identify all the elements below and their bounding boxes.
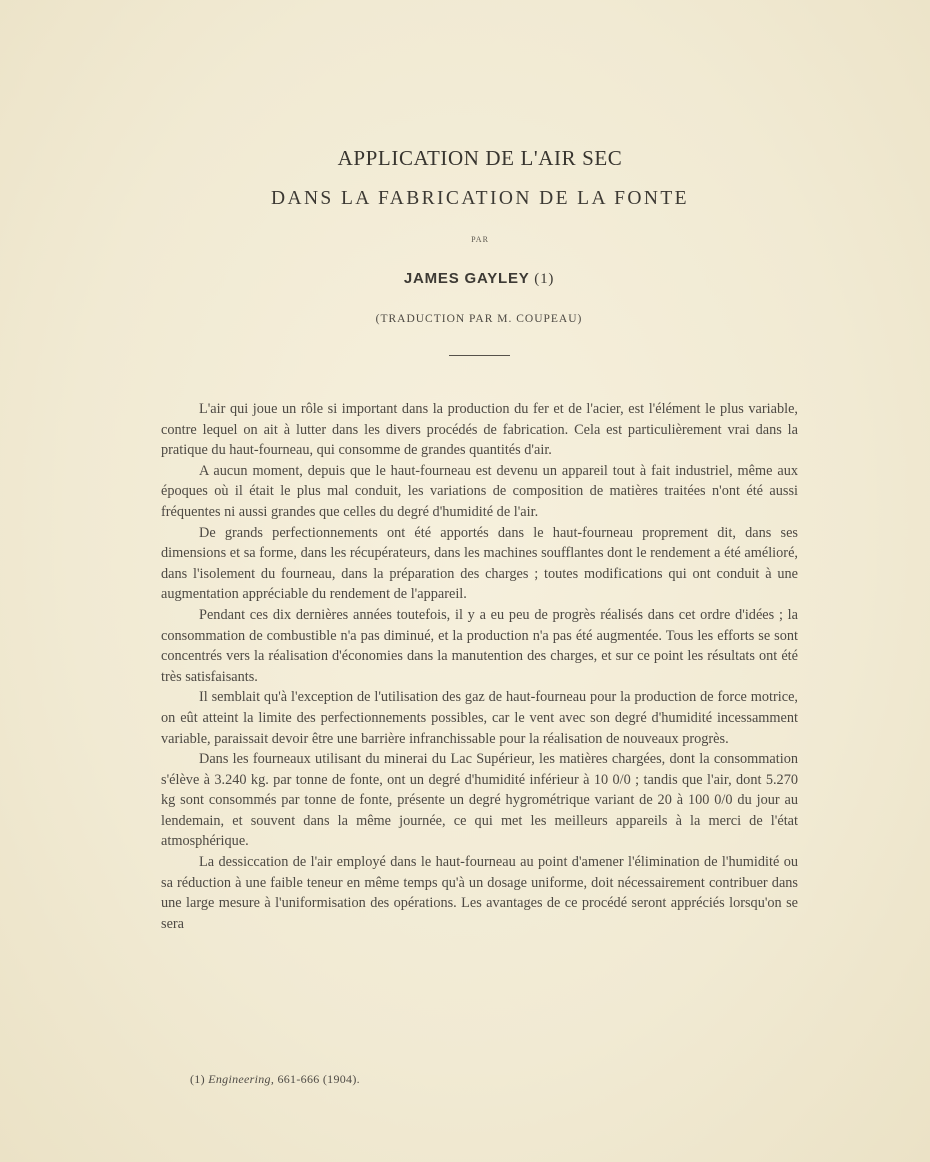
paragraph: Pendant ces dix dernières années toutefois, il y a eu peu de progrès réalisés dans cet ordre d'idées ; la consommation de combustible n'a pas diminué, et la production n'a pas été augmentée. Tous les efforts se sont concentrés vers la réalisation d'économies dans la manutention des charges, et sur ce point les résultats ont été très satisfaisants. [161,606,798,685]
article-subtitle: DANS LA FABRICATION DE LA FONTE [270,188,689,209]
by-label: PAR [471,235,489,244]
author-name: JAMES GAYLEY [403,270,530,287]
section-divider [449,355,510,356]
article-title: APPLICATION DE L'AIR SEC [337,146,623,170]
translator-credit: (TRADUCTION PAR M. COUPEAU) [375,313,583,325]
paragraph: De grands perfectionnements ont été apportés dans le haut-fourneau proprement dit, dans ses dimensions et sa forme, dans les récupérateurs, dans les machines soufflantes dont le rendement a été amélioré, dans l'isolement du fourneau, dans la préparation des charges ; toutes modifications qui ont conduit à une augmentation appréciable du rendement de l'appareil. [161,524,798,603]
paragraph: L'air qui joue un rôle si important dans la production du fer et de l'acier, est l'élément le plus variable, contre lequel on ait à lutter dans les divers procédés de fabrication. Cela est particulièrement vrai dans la pratique du haut-fourneau, qui consomme de grandes quantités d'air. [161,401,798,459]
footnote-pages: 661-666 (1904). [277,1072,360,1086]
footnote [190,1072,360,1087]
footnote-source: Engineering, [208,1072,275,1086]
author-line [0,270,930,288]
article-body [161,399,798,934]
footnote-reference: (1) [534,271,555,287]
paragraph: Il semblait qu'à l'exception de l'utilisation des gaz de haut-fourneau pour la production de force motrice, on eût atteint la limite des perfectionnements possibles, car le vent avec son degré d'humidité incessamment variable, paraissait devoir être une barrière infranchissable pour la réalisation de nouveaux progrès. [161,689,798,747]
paragraph: A aucun moment, depuis que le haut-fourneau est devenu un appareil tout à fait industriel, même aux époques où il était le plus mal conduit, les variations de composition de matières traitées n'ont été aussi fréquentes ni aussi grandes que celles du degré d'humidité de l'air. [161,462,798,520]
footnote-number: (1) [190,1072,205,1086]
paragraph: La dessiccation de l'air employé dans le haut-fourneau au point d'amener l'élimination de l'humidité ou sa réduction à une faible teneur en même temps qu'à un dosage uniforme, doit nécessairement contribuer dans une large mesure à l'uniformisation des opérations. Les avantages de ce procédé seront appréciés lorsqu'on se sera [161,854,798,932]
paragraph: Dans les fourneaux utilisant du minerai du Lac Supérieur, les matières chargées, dont la consommation s'élève à 3.240 kg. par tonne de fonte, ont un degré d'humidité inférieur à 10 0/0 ; tandis que l'air, dont 5.270 kg sont consommés par tonne de fonte, présente un degré hygrométrique variant de 20 à 100 0/0 du jour au lendemain, et souvent dans la même journée, ce qui met les meilleurs appareils à la merci de l'état atmosphérique. [161,751,798,850]
